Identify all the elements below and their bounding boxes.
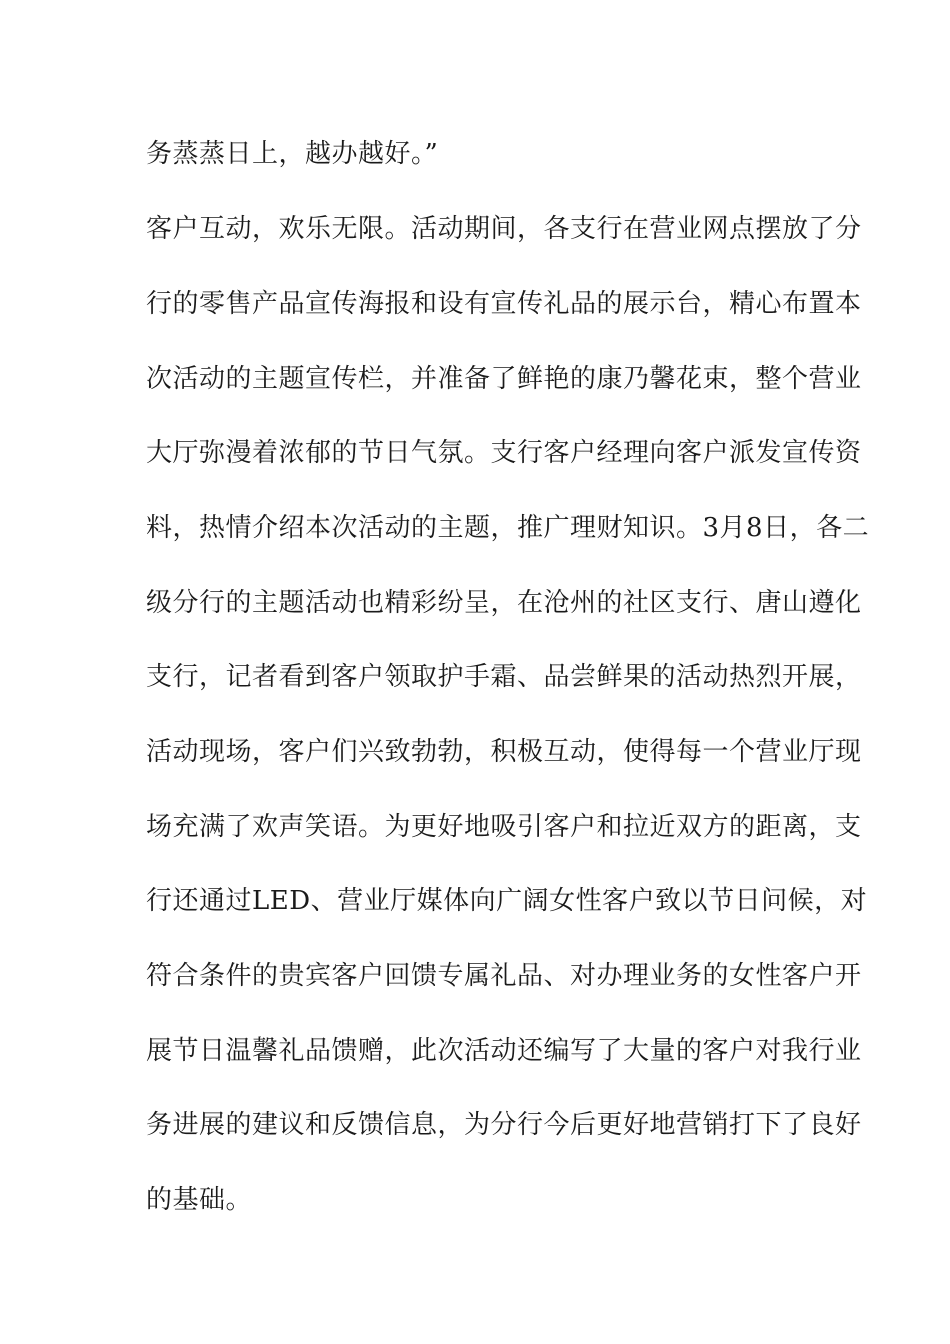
text-line: 客户互动，欢乐无限。活动期间，各支行在营业网点摆放了分 — [146, 214, 862, 244]
text-line: 的基础。 — [146, 1185, 253, 1215]
text-line: 次活动的主题宣传栏，并准备了鲜艳的康乃馨花束，整个营业 — [146, 364, 862, 394]
text-line: 大厅弥漫着浓郁的节日气氛。支行客户经理向客户派发宣传资 — [146, 438, 862, 468]
text-line: 料，热情介绍本次活动的主题，推广理财知识。3月8日，各二 — [146, 513, 870, 543]
text-line: 行的零售产品宣传海报和设有宣传礼品的展示台，精心布置本 — [146, 289, 862, 319]
text-line: 场充满了欢声笑语。为更好地吸引客户和拉近双方的距离，支 — [146, 812, 862, 842]
text-line: 符合条件的贵宾客户回馈专属礼品、对办理业务的女性客户开 — [146, 961, 862, 991]
text-line: 行还通过LED、营业厅媒体向广阔女性客户致以节日问候，对 — [146, 886, 868, 916]
text-line: 活动现场，客户们兴致勃勃，积极互动，使得每一个营业厅现 — [146, 737, 862, 767]
text-line: 级分行的主题活动也精彩纷呈，在沧州的社区支行、唐山遵化 — [146, 588, 862, 618]
text-line: 务进展的建议和反馈信息，为分行今后更好地营销打下了良好 — [146, 1110, 862, 1140]
text-line: 务蒸蒸日上，越办越好。” — [146, 139, 439, 169]
text-line: 展节日温馨礼品馈赠，此次活动还编写了大量的客户对我行业 — [146, 1036, 862, 1066]
text-line: 支行，记者看到客户领取护手霜、品尝鲜果的活动热烈开展， — [146, 662, 862, 692]
